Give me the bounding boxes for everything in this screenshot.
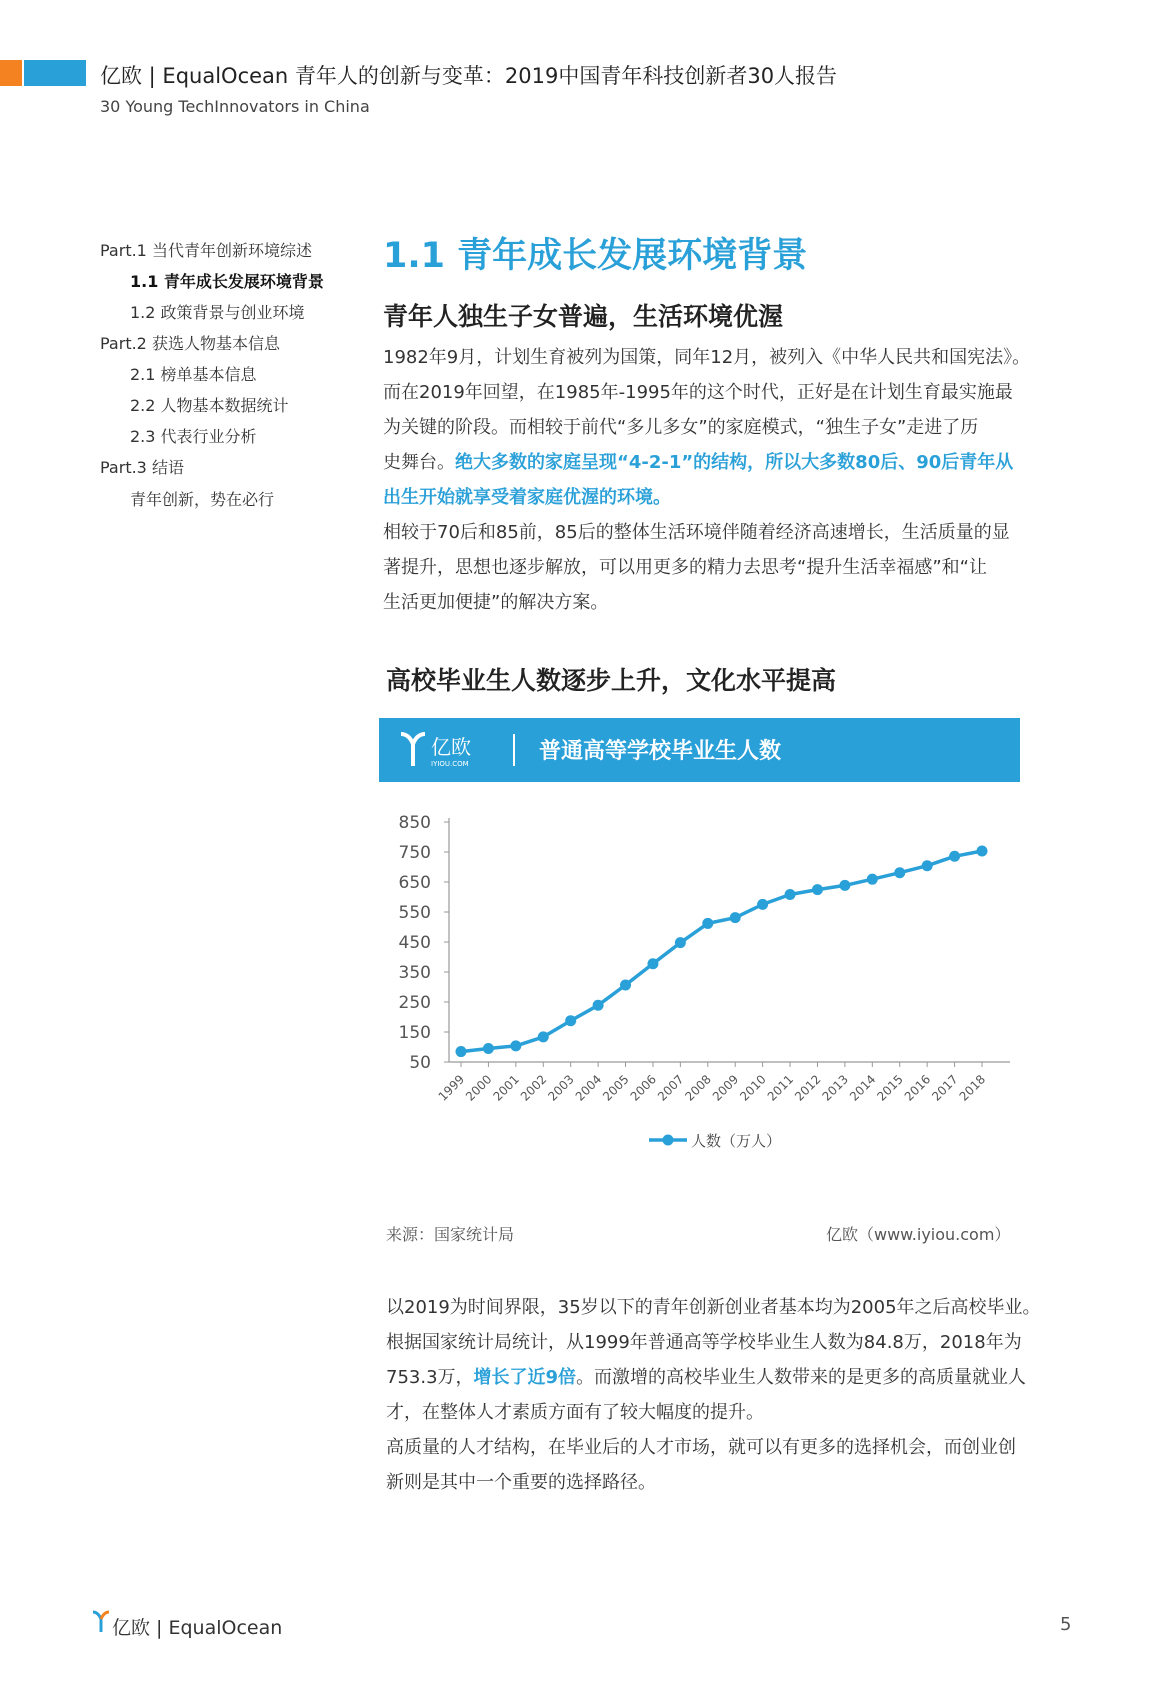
source-left: 来源：国家统计局: [386, 1225, 515, 1244]
x-tick-label: 2001: [490, 1072, 522, 1104]
x-tick-label: 2000: [463, 1072, 495, 1104]
header-accent-orange: [0, 60, 22, 86]
toc-item-1-1[interactable]: 1.1 青年成长发展环境背景: [130, 272, 324, 291]
text-line: 著提升，思想也逐步解放，可以用更多的精力去思考“提升生活幸福感”和“让: [383, 557, 987, 578]
footer-brand: 亿欧 | EqualOcean: [112, 1617, 283, 1639]
logo-brand-text: 亿欧: [431, 735, 471, 759]
banner-divider: [513, 734, 515, 766]
text-line: 相较于70后和85前，85后的整体生活环境伴随着经济高速增长，生活质量的显: [383, 522, 1010, 543]
data-point: [867, 874, 878, 885]
text-line: 根据国家统计局统计，从1999年普通高等学校毕业生人数为84.8万，2018年为: [386, 1332, 1022, 1353]
paragraph-graduates: [386, 1290, 1041, 1500]
x-tick-label: 2004: [572, 1072, 605, 1104]
x-tick-label: 2006: [627, 1072, 660, 1104]
report-title: 亿欧 | EqualOcean 青年人的创新与变革：2019中国青年科技创新者30人报告: [100, 64, 838, 88]
x-tick-label: 2014: [846, 1072, 879, 1104]
data-point: [702, 918, 713, 929]
paragraph-family-policy: [383, 340, 1030, 620]
text-fragment: 753.3万，: [386, 1367, 474, 1388]
toc-item-2-3[interactable]: 2.3 代表行业分析: [130, 427, 257, 446]
x-tick-label: 2013: [819, 1072, 852, 1104]
highlight-text: 增长了近9倍: [473, 1367, 577, 1388]
text-line: 生活更加便捷”的解决方案。: [383, 592, 609, 613]
toc-item-part1[interactable]: Part.1 当代青年创新环境综述: [100, 241, 312, 260]
data-point: [785, 889, 796, 900]
iyiou-logo: [399, 730, 499, 770]
text-line: 新则是其中一个重要的选择路径。: [386, 1472, 656, 1493]
toc-item-1-2[interactable]: 1.2 政策背景与创业环境: [130, 303, 305, 322]
y-tick-label: 250: [398, 993, 431, 1013]
data-point: [922, 860, 933, 871]
data-point: [949, 851, 960, 862]
source-right: 亿欧（www.iyiou.com）: [826, 1225, 1011, 1244]
data-point: [730, 912, 741, 923]
page-number: 5: [1060, 1614, 1072, 1635]
data-point: [894, 867, 905, 878]
toc-item-part3[interactable]: Part.3 结语: [100, 458, 184, 477]
x-tick-label: 2011: [764, 1072, 797, 1104]
x-tick-label: 2017: [929, 1072, 961, 1104]
line-chart: [379, 790, 1020, 1220]
header-accent-blue: [24, 60, 86, 86]
toc-item-2-2[interactable]: 2.2 人物基本数据统计: [130, 396, 289, 415]
y-tick-label: 750: [398, 843, 431, 863]
text-line: 而在2019年回望，在1985年-1995年的这个时代，正好是在计划生育最实施最: [383, 382, 1013, 403]
text-line: 1982年9月，计划生育被列为国策，同年12月，被列入《中华人民共和国宪法》。: [383, 347, 1031, 368]
data-point: [812, 884, 823, 895]
x-tick-label: 2010: [737, 1072, 769, 1104]
data-point: [593, 1000, 604, 1011]
x-tick-label: 1999: [435, 1072, 468, 1104]
logo-brand-subtext: IYIOU.COM: [431, 760, 469, 768]
footer-logo-icon: [92, 1610, 110, 1634]
data-point: [620, 979, 631, 990]
data-point: [977, 846, 988, 857]
x-tick-label: 2009: [709, 1072, 742, 1104]
y-tick-label: 850: [398, 813, 431, 833]
text-line: 高质量的人才结构，在毕业后的人才市场，就可以有更多的选择机会，而创业创: [386, 1437, 1016, 1458]
x-tick-label: 2002: [517, 1072, 550, 1104]
chart-banner: [379, 718, 1020, 782]
x-tick-label: 2018: [956, 1072, 989, 1104]
text-line: 以2019为时间界限，35岁以下的青年创新创业者基本均为2005年之后高校毕业。: [386, 1297, 1041, 1318]
subheading-graduates: 高校毕业生人数逐步上升，文化水平提高: [386, 666, 837, 695]
x-tick-label: 2016: [901, 1072, 934, 1104]
chart-svg: [379, 790, 1020, 1220]
data-point: [538, 1031, 549, 1042]
data-point: [839, 880, 850, 891]
y-tick-label: 450: [398, 933, 431, 953]
y-tick-label: 50: [409, 1053, 431, 1073]
data-point: [675, 937, 686, 948]
section-title: 1.1 青年成长发展环境背景: [383, 236, 808, 276]
chart-title: 普通高等学校毕业生人数: [539, 739, 782, 764]
x-tick-label: 2015: [874, 1072, 906, 1104]
y-tick-label: 550: [398, 903, 431, 923]
text-fragment: 。而激增的高校毕业生人数带来的是更多的高质量就业人: [576, 1367, 1027, 1388]
toc-item-conclusion[interactable]: 青年创新，势在必行: [130, 490, 275, 509]
iyiou-logo-icon: [399, 730, 499, 770]
x-tick-label: 2003: [545, 1072, 577, 1104]
data-point: [483, 1043, 494, 1054]
series-line: [461, 851, 982, 1052]
data-point: [510, 1040, 521, 1051]
x-tick-label: 2012: [792, 1072, 824, 1104]
text-line: 为关键的阶段。而相较于前代“多儿多女”的家庭模式，“独生子女”走进了历: [383, 417, 979, 438]
data-point: [565, 1015, 576, 1026]
x-tick-label: 2008: [682, 1072, 714, 1104]
text-line: 才，在整体人才素质方面有了较大幅度的提升。: [386, 1402, 764, 1423]
y-tick-label: 150: [398, 1023, 431, 1043]
legend-label: 人数（万人）: [691, 1132, 782, 1150]
report-subtitle: 30 Young TechInnovators in China: [100, 97, 370, 116]
highlight-text: 出生开始就享受着家庭优渥的环境。: [383, 487, 671, 508]
data-point: [647, 958, 658, 969]
highlight-text: 绝大多数的家庭呈现“4-2-1”的结构，所以大多数80后、90后青年从: [455, 452, 1014, 473]
data-point: [456, 1046, 467, 1057]
subheading-only-child: 青年人独生子女普遍，生活环境优渥: [383, 302, 784, 331]
legend-marker: [663, 1135, 674, 1146]
toc-item-part2[interactable]: Part.2 获选人物基本信息: [100, 334, 280, 353]
y-tick-label: 650: [398, 873, 431, 893]
x-tick-label: 2007: [654, 1072, 687, 1104]
x-tick-label: 2005: [600, 1072, 632, 1104]
text-fragment: 史舞台。: [383, 452, 455, 473]
data-point: [757, 899, 768, 910]
y-tick-label: 350: [398, 963, 431, 983]
toc-item-2-1[interactable]: 2.1 榜单基本信息: [130, 365, 257, 384]
